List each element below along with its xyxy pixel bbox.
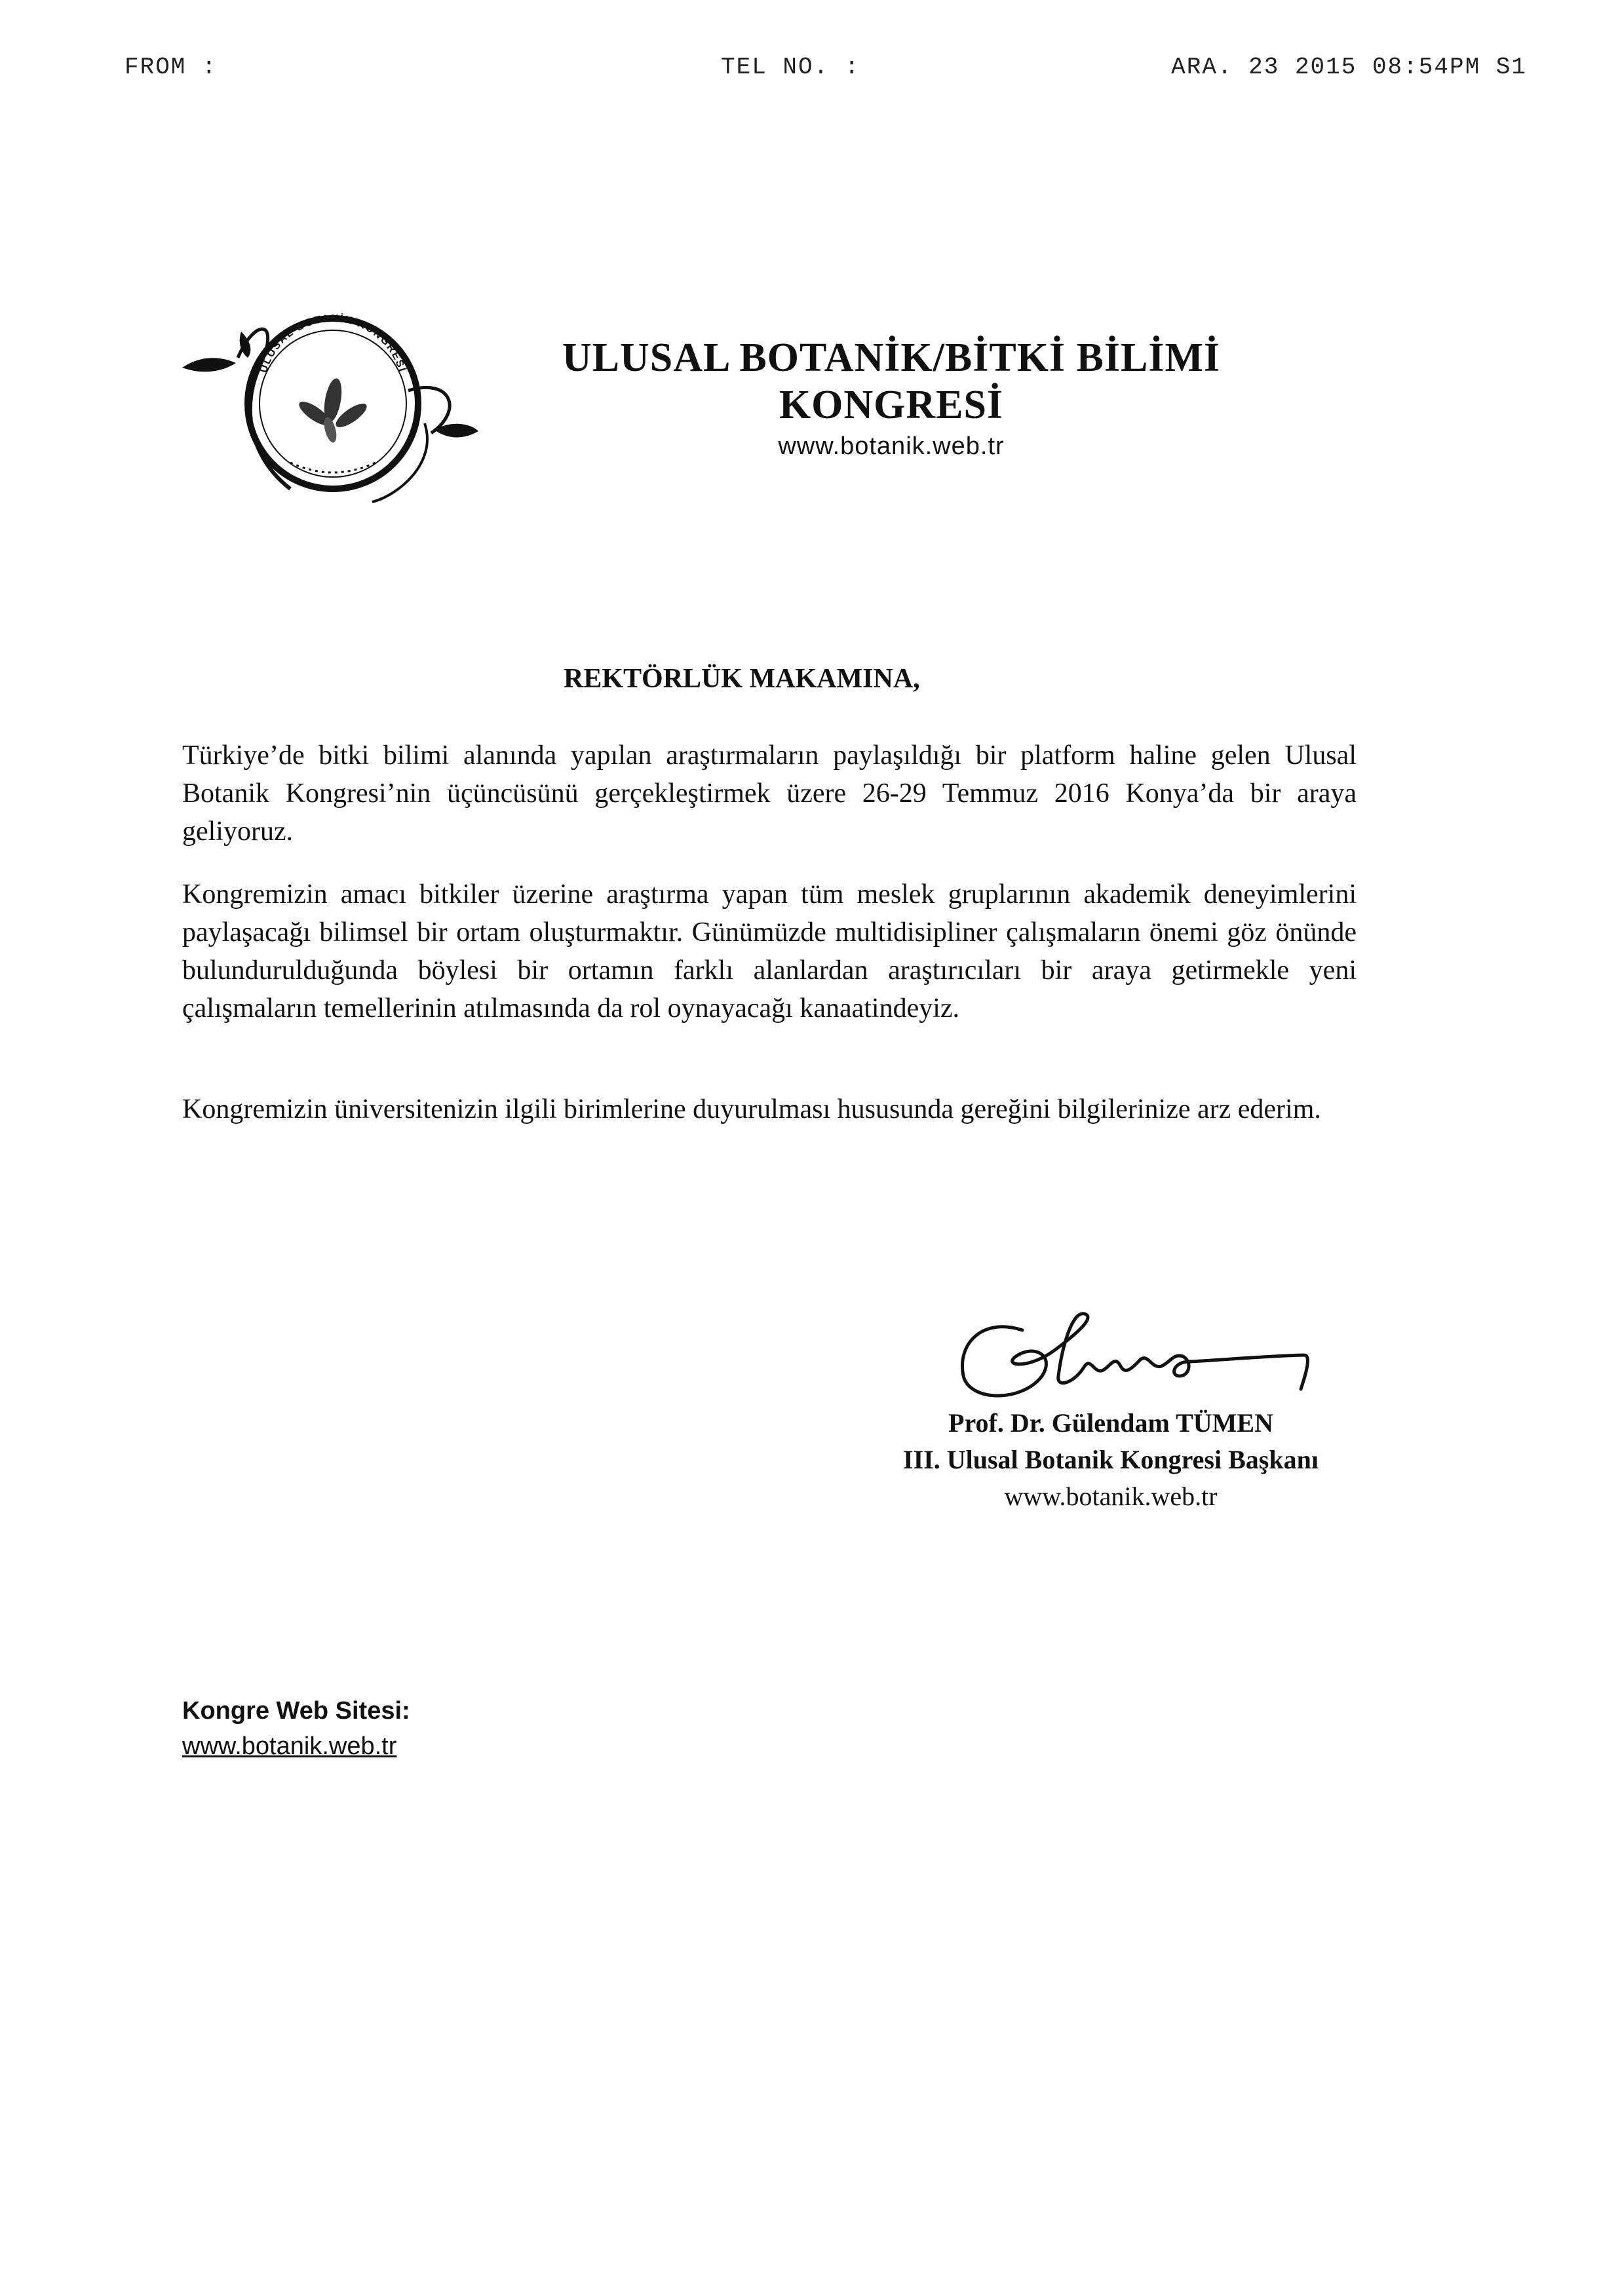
fax-date: ARA. 23 2015 08:54PM S1: [1171, 54, 1527, 81]
organization-title: [524, 334, 1258, 429]
organization-title-line1: ULUSAL BOTANİK/BİTKİ BİLİMİ: [562, 335, 1221, 380]
handwritten-signature: [944, 1304, 1324, 1415]
organization-url: www.botanik.web.tr: [778, 432, 1005, 460]
website-link[interactable]: www.botanik.web.tr: [182, 1732, 397, 1760]
signer-name: Prof. Dr. Gülendam TÜMEN: [948, 1408, 1273, 1438]
fax-tel: TEL NO. :: [721, 54, 860, 81]
signature-icon: [944, 1304, 1324, 1415]
paragraph-1: Türkiye’de bitki bilimi alanında yapılan araştırmaların paylaşıldığı bir platform haline gelen Ulusal Botanik Kongresi’nin üçüncüsünü gerçekleştirmek üzere 26-29 Temmuz 2016 Konya’da bir araya geliyoruz.: [182, 740, 1357, 847]
salutation: REKTÖRLÜK MAKAMINA,: [564, 664, 920, 694]
signature-block: [852, 1405, 1370, 1515]
fax-header: [125, 54, 1527, 86]
congress-logo: [176, 292, 484, 508]
website-footer: [182, 1693, 410, 1764]
svg-text:ULUSAL BOTANİK KONGRESİ: ULUSAL BOTANİK KONGRESİ: [258, 313, 408, 375]
organization-title-line2: KONGRESİ: [779, 383, 1004, 427]
signer-role: III. Ulusal Botanik Kongresi Başkanı: [903, 1445, 1319, 1474]
signer-url: www.botanik.web.tr: [1004, 1482, 1218, 1511]
website-label: Kongre Web Sitesi:: [182, 1697, 410, 1725]
fax-from: FROM :: [125, 54, 218, 81]
paragraph-2: Kongremizin amacı bitkiler üzerine araştırma yapan tüm meslek gruplarının akademik deneyimlerini paylaşacağı bilimsel bir ortam oluşturmaktır. Günümüzde multidisipliner çalışmaların önemi göz önünde bulundurulduğunda böylesi bir ortamın farklı alanlardan araştırıcıları bir araya getirmekle yeni çalışmaların temellerinin atılmasında da rol oynayacağı kanaatindeyiz.: [182, 879, 1357, 1024]
congress-logo-icon: [176, 292, 484, 508]
paragraph-3: Kongremizin üniversitenizin ilgili birimlerine duyurulması hususunda gereğini bilgilerinize arz ederim.: [182, 1094, 1321, 1124]
